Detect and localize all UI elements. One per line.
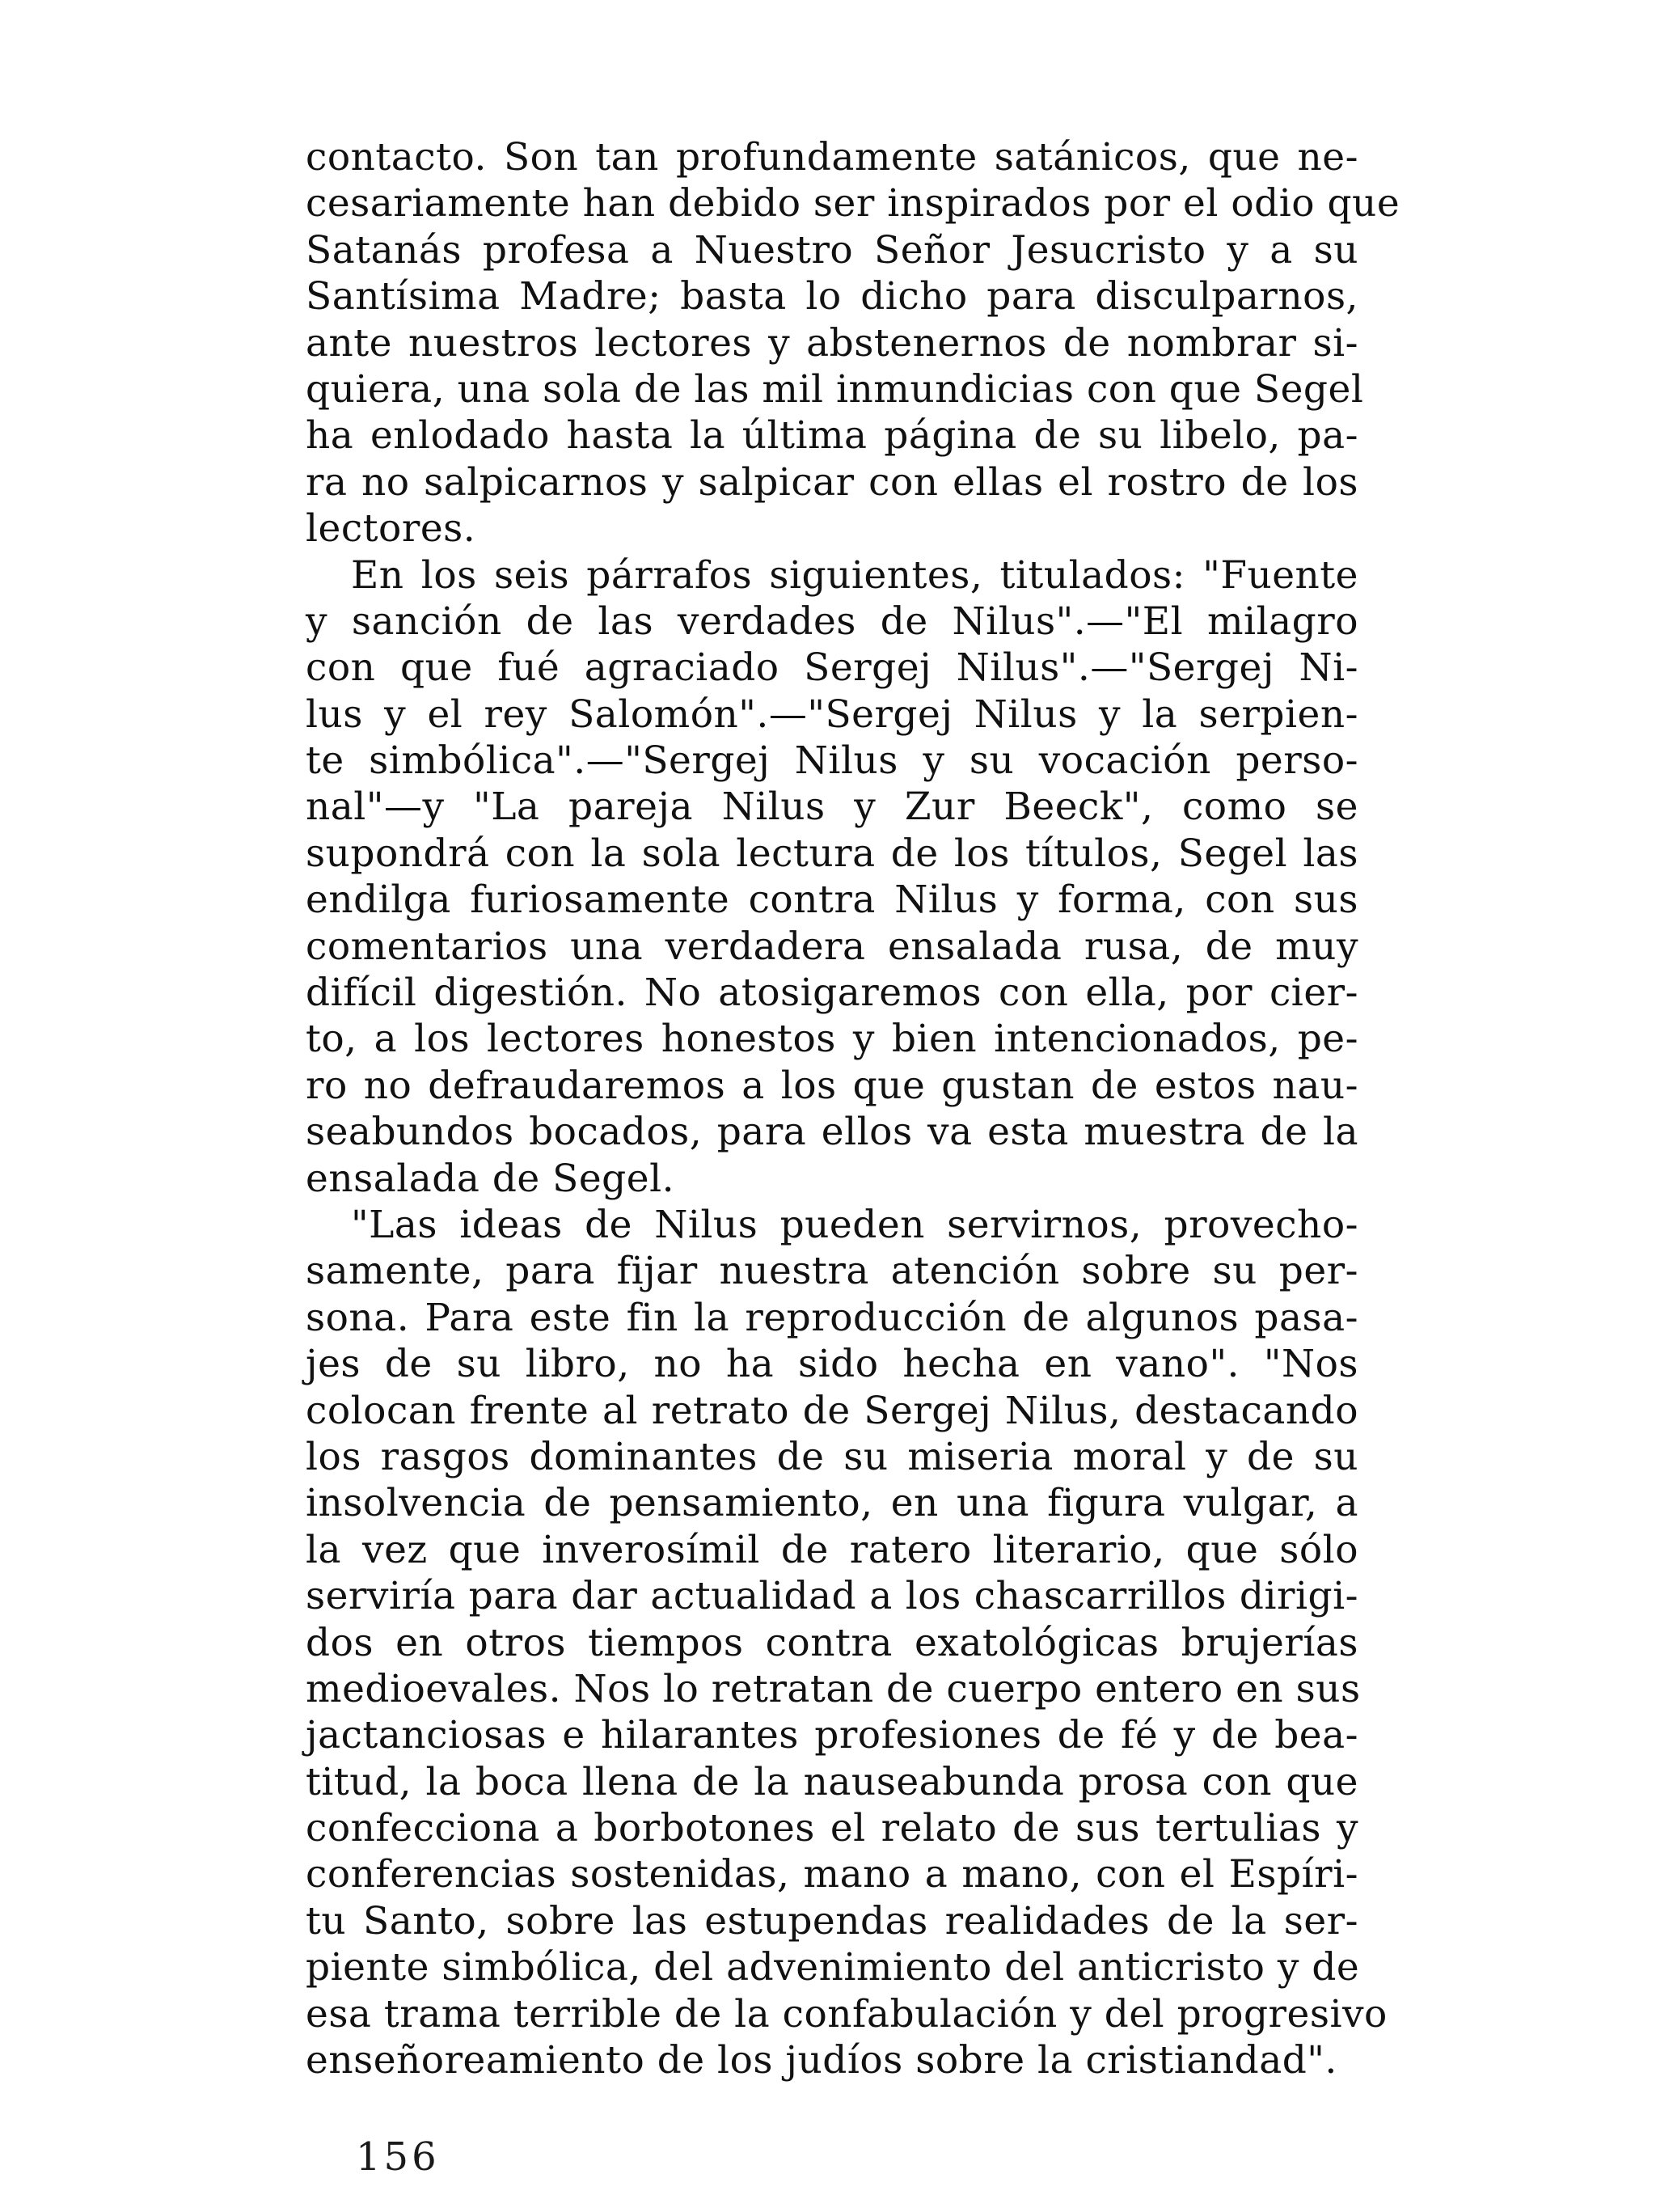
- text-line: enseñoreamiento de los judíos sobre la cristiandad".: [306, 2038, 1337, 2083]
- text-line: supondrá con la sola lectura de los títulos, Segel las: [306, 831, 1358, 876]
- text-line: colocan frente al retrato de Sergej Nilus, destacando: [306, 1388, 1358, 1433]
- text-line: te simbólica".—"Sergej Nilus y su vocación perso-: [306, 738, 1358, 784]
- text-line: endilga furiosamente contra Nilus y forma, con sus: [306, 878, 1358, 923]
- text-line: ro no defraudaremos a los que gustan de estos nau-: [306, 1063, 1358, 1108]
- book-page: [306, 134, 1400, 2205]
- text-line: esa trama terrible de la confabulación y del progresivo: [306, 1991, 1388, 2036]
- text-line: En los seis párrafos siguientes, titulados: "Fuente: [351, 552, 1358, 598]
- text-line: los rasgos dominantes de su miseria moral y de su: [306, 1434, 1358, 1479]
- text-line: la vez que inverosímil de ratero literario, que sólo: [306, 1527, 1358, 1572]
- text-line: medioevales. Nos lo retratan de cuerpo entero en sus: [306, 1666, 1361, 1711]
- text-line: lectores.: [306, 506, 476, 552]
- page-number: 156: [356, 2134, 440, 2180]
- text-line: jactanciosas e hilarantes profesiones de fé y de bea-: [306, 1713, 1358, 1758]
- text-line: Satanás profesa a Nuestro Señor Jesucristo y a su: [306, 227, 1358, 273]
- text-line: contacto. Son tan profundamente satánicos, que ne-: [306, 135, 1358, 180]
- text-line: ensalada de Segel.: [306, 1156, 675, 1201]
- text-line: confecciona a borbotones el relato de sus tertulias y: [306, 1806, 1358, 1851]
- text-line: insolvencia de pensamiento, en una figura vulgar, a: [306, 1481, 1358, 1526]
- paragraph-1: [306, 134, 1400, 552]
- text-line: conferencias sostenidas, mano a mano, con el Espíri-: [306, 1852, 1358, 1897]
- text-line: to, a los lectores honestos y bien intencionados, pe-: [306, 1017, 1358, 1062]
- text-line: tu Santo, sobre las estupendas realidades de la ser-: [306, 1898, 1358, 1943]
- text-line: dos en otros tiempos contra exatológicas brujerías: [306, 1620, 1358, 1665]
- text-line: serviría para dar actualidad a los chascarrillos dirigi-: [306, 1574, 1358, 1619]
- text-line: seabundos bocados, para ellos va esta muestra de la: [306, 1110, 1358, 1155]
- text-line: "Las ideas de Nilus pueden servirnos, provecho-: [351, 1202, 1358, 1247]
- text-line: ante nuestros lectores y abstenernos de nombrar si-: [306, 320, 1358, 366]
- text-line: lus y el rey Salomón".—"Sergej Nilus y la serpien-: [306, 692, 1358, 737]
- text-line: ra no salpicarnos y salpicar con ellas el rostro de los: [306, 459, 1358, 505]
- text-line: cesariamente han debido ser inspirados por el odio que: [306, 181, 1400, 226]
- text-line: y sanción de las verdades de Nilus".—"El milagro: [306, 598, 1358, 644]
- text-line: difícil digestión. No atosigaremos con ella, por cier-: [306, 971, 1358, 1016]
- text-line: titud, la boca llena de la nauseabunda prosa con que: [306, 1759, 1358, 1804]
- text-line: quiera, una sola de las mil inmundicias con que Segel: [306, 366, 1364, 412]
- text-line: sona. Para este fin la reproducción de algunos pasa-: [306, 1295, 1358, 1340]
- text-line: nal"—y "La pareja Nilus y Zur Beeck", como se: [306, 785, 1358, 830]
- text-line: Santísima Madre; basta lo dicho para disculparnos,: [306, 274, 1358, 319]
- paragraph-3: [306, 1202, 1388, 2083]
- text-line: piente simbólica, del advenimiento del anticristo y de: [306, 1945, 1360, 1990]
- page-body: [306, 134, 1400, 2083]
- text-line: con que fué agraciado Sergej Nilus".—"Sergej Ni-: [306, 645, 1358, 691]
- text-line: samente, para fijar nuestra atención sobre su per-: [306, 1249, 1358, 1294]
- text-line: comentarios una verdadera ensalada rusa, de muy: [306, 924, 1358, 969]
- text-line: ha enlodado hasta la última página de su libelo, pa-: [306, 413, 1358, 459]
- paragraph-2: [306, 552, 1358, 1202]
- text-line: jes de su libro, no ha sido hecha en vano". "Nos: [306, 1342, 1358, 1387]
